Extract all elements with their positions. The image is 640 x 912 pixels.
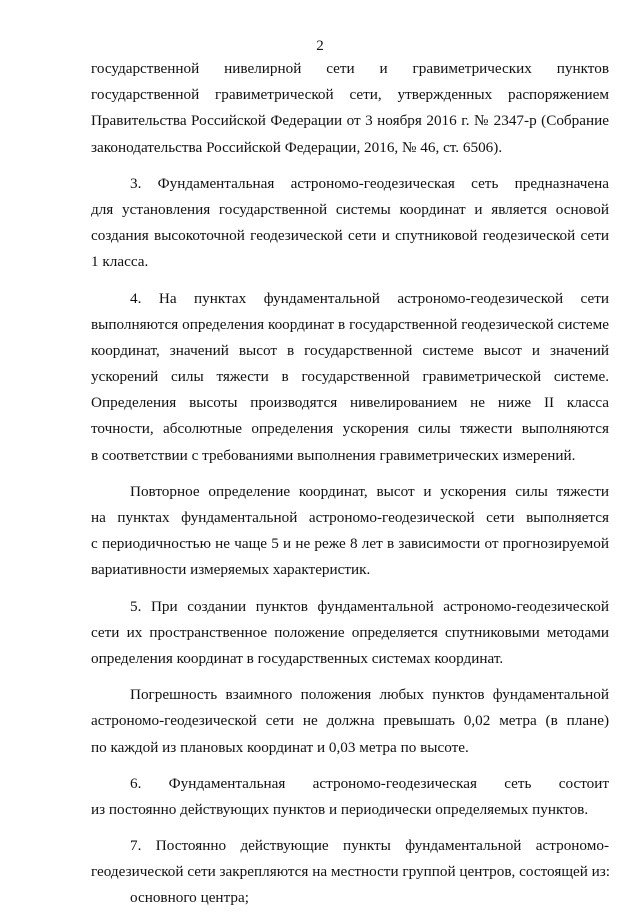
text-line: определения координат в государственных системах координат. [91, 649, 504, 667]
paragraph-5 [91, 594, 609, 673]
text-line: ускорений силы тяжести в государственной гравиметрической системе. [91, 368, 609, 386]
text-line: государственной нивелирной сети и гравиметрических пунктов [91, 60, 609, 77]
document-body [91, 56, 609, 912]
text-line: для установления государственной системы координат и является основой [91, 200, 609, 218]
text-line: 3. Фундаментальная астрономо-геодезическая сеть предназначена [130, 174, 609, 192]
text-line: сети их пространственное положение определяется спутниковыми методами [91, 623, 609, 641]
paragraph-3 [91, 171, 609, 276]
text-line: в соответствии с требованиями выполнения гравиметрических измерений. [91, 446, 576, 464]
text-line: 1 класса. [91, 253, 149, 271]
text-line: 5. При создании пунктов фундаментальной астрономо-геодезической [130, 597, 609, 615]
text-line: 4. На пунктах фундаментальной астрономо-геодезической сети [130, 289, 609, 307]
paragraph-6 [91, 771, 609, 823]
text-line: Определения высоты производятся нивелированием не ниже II класса [91, 394, 609, 412]
text-line: законодательства Российской Федерации, 2016, № 46, ст. 6506). [91, 138, 503, 156]
text-line: основного центра; [130, 889, 249, 907]
paragraph-continuation [91, 56, 609, 161]
text-line: на пунктах фундаментальной астрономо-геодезической сети выполняется [91, 509, 609, 526]
text-line: вариативности измеряемых характеристик. [91, 561, 371, 579]
paragraph-4-continued [91, 479, 609, 584]
text-line: 6. Фундаментальная астрономо-геодезическая сеть состоит [130, 774, 609, 792]
text-line: 7. Постоянно действующие пункты фундаментальной астрономо- [130, 837, 609, 855]
paragraph-4 [91, 286, 609, 469]
paragraph-7 [91, 833, 609, 912]
page-number: 2 [316, 38, 324, 54]
text-line: с периодичностью не чаще 5 и не реже 8 лет в зависимости от прогнозируемой [91, 535, 609, 553]
text-line: координат, значений высот в государственной системе высот и значений [91, 341, 609, 359]
text-line: создания высокоточной геодезической сети и спутниковой геодезической сети [91, 227, 609, 245]
text-line: астрономо-геодезической сети не должна превышать 0,02 метра (в плане) [91, 712, 609, 730]
text-line: Правительства Российской Федерации от 3 ноября 2016 г. № 2347-р (Собрание [91, 112, 609, 130]
text-line: Повторное определение координат, высот и ускорения силы тяжести [130, 482, 609, 500]
text-line: государственной гравиметрической сети, утвержденных распоряжением [91, 86, 609, 104]
text-line: по каждой из плановых координат и 0,03 метра по высоте. [91, 738, 469, 756]
text-line: из постоянно действующих пунктов и периодически определяемых пунктов. [91, 800, 589, 818]
text-line: геодезической сети закрепляются на местности группой центров, состоящей из: [91, 863, 611, 881]
text-line: Погрешность взаимного положения любых пунктов фундаментальной [130, 686, 609, 704]
text-line: точности, абсолютные определения ускорения силы тяжести выполняются [91, 420, 609, 438]
text-line: выполняются определения координат в государственной геодезической системе [91, 315, 609, 333]
paragraph-5-continued [91, 682, 609, 761]
